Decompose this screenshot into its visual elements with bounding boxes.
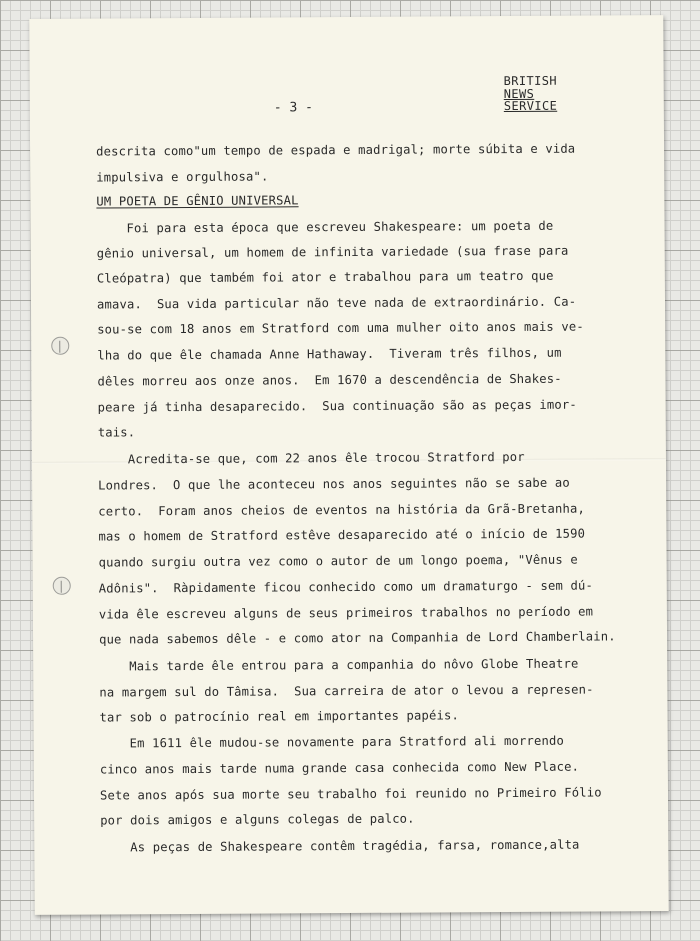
body-line: dêles morreu aos onze anos. Em 1670 a descendência de Shakes- [97, 371, 562, 389]
body-line: quando surgiu outra vez como o autor de um longo poema, "Vênus e [98, 552, 578, 570]
body-line: Foi para esta época que escreveu Shakespeare: um poeta de [96, 218, 554, 236]
body-line: Cleópatra) que também foi ator e trabalhou para um teatro que [96, 268, 554, 286]
body-line: Sete anos após sua morte seu trabalho foi reunido no Primeiro Fólio [99, 785, 602, 803]
body-line: impulsiva e orgulhosa". [96, 169, 269, 185]
letterhead-stamp [504, 75, 558, 113]
body-line: por dois amigos e alguns colegas de palco. [100, 811, 415, 828]
body-line: certo. Foram anos cheios de eventos na história da Grã-Bretanha, [98, 501, 586, 519]
body-line: amava. Sua vida particular não teve nada de extraordinário. Ca- [96, 294, 577, 312]
page-number: - 3 - [273, 100, 314, 116]
body-line: As peças de Shakespeare contêm tragédia, farsa, romance,alta [100, 837, 580, 855]
body-line: descrita como"um tempo de espada e madrigal; morte súbita e vida [96, 141, 576, 159]
body-line: que nada sabemos dêle - e como ator na Companhia de Lord Chamberlain. [99, 629, 616, 647]
body-line: na margem sul do Tâmisa. Sua carreira de ator o levou a represen- [99, 682, 594, 700]
body-line: peare já tinha desaparecido. Sua continuação são as peças imor- [97, 397, 577, 415]
body-line: Acredita-se que, com 22 anos êle trocou Stratford por [97, 449, 525, 467]
body-line: vida êle escreveu alguns de seus primeiros trabalhos no período em [98, 604, 594, 622]
body-line: mas o homem de Stratford estêve desaparecido até o início de 1590 [98, 526, 586, 544]
body-line: tar sob o patrocínio real em importantes papéis. [99, 708, 459, 725]
document-page [29, 15, 668, 915]
body-line: tais. [97, 425, 136, 440]
body-line: Mais tarde êle entrou para a companhia do nôvo Globe Theatre [99, 656, 579, 674]
punch-hole-upper [51, 337, 69, 355]
body-line: Londres. O que lhe aconteceu nos anos seguintes não se sabe ao [98, 475, 570, 493]
body-line: cinco anos mais tarde numa grande casa conhecida como New Place. [99, 759, 580, 777]
letterhead-line-3: SERVICE [503, 98, 558, 114]
body-line: gênio universal, um homem de infinita variedade (sua frase para [96, 243, 569, 261]
punch-hole-lower [53, 577, 71, 595]
body-line: Em 1611 êle mudou-se novamente para Stratford ali morrendo [99, 733, 564, 751]
body-line: sou-se com 18 anos em Stratford com uma mulher oito anos mais ve- [97, 319, 584, 337]
letterhead-line-2: NEWS [503, 86, 535, 101]
section-heading: UM POETA DE GÊNIO UNIVERSAL [96, 193, 299, 209]
body-line: Adônis". Ràpidamente ficou conhecido como um dramaturgo - sem dú- [98, 578, 593, 596]
body-line: lha do que êle chamada Anne Hathaway. Tiveram três filhos, um [97, 345, 562, 363]
letterhead-line-1: BRITISH [503, 73, 558, 89]
